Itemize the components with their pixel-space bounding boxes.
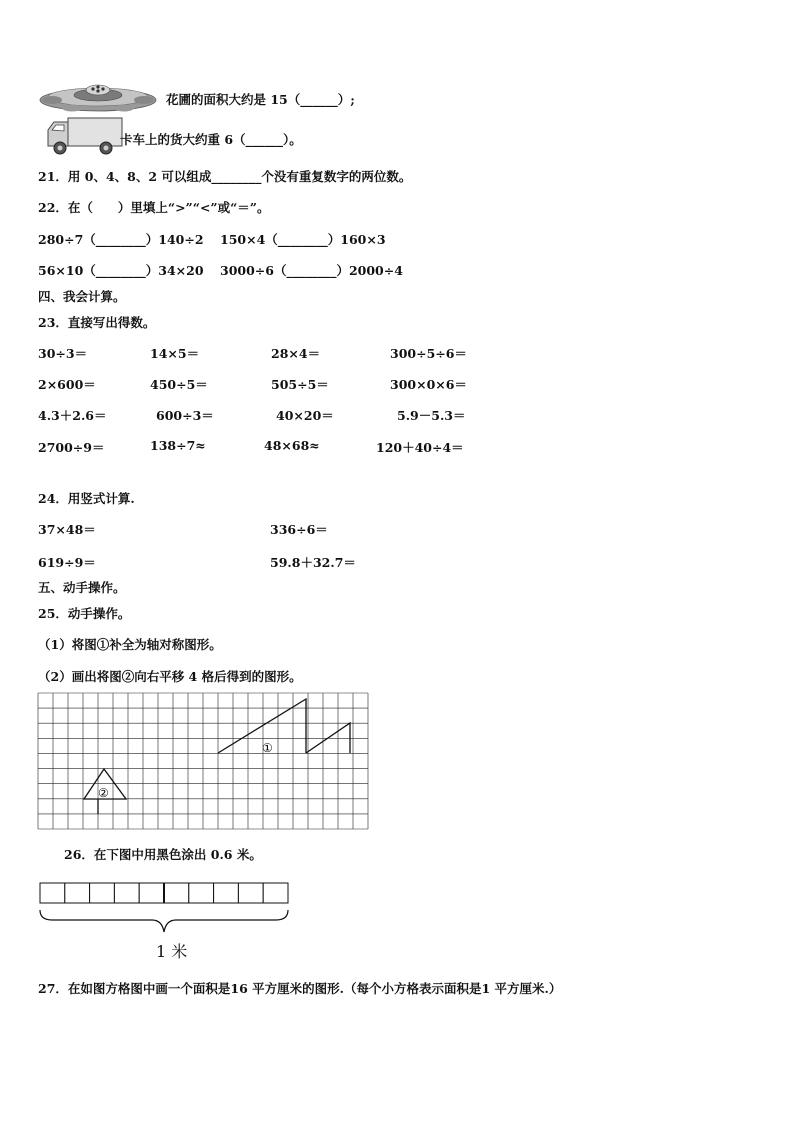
strip-segment[interactable] (65, 883, 90, 903)
drawing-grid[interactable] (38, 693, 368, 829)
question-26-title: 26．在下图中用黑色涂出 0.6 米。 (64, 847, 262, 862)
strip-segment[interactable] (139, 883, 164, 903)
mental-math-item: 30÷3＝ (38, 346, 88, 361)
mental-math-item: 2×600＝ (38, 377, 96, 392)
section-5-heading: 五、动手操作。 (38, 580, 126, 595)
strip-segment[interactable] (40, 883, 65, 903)
section-4-heading: 四、我会计算。 (38, 289, 126, 304)
flower-garden-image (38, 78, 158, 114)
mental-math-item: 120＋40÷4＝ (376, 440, 464, 455)
shape-2-label: ② (98, 786, 109, 800)
mental-math-item: 28×4＝ (271, 346, 321, 361)
meter-strip[interactable] (38, 882, 292, 942)
question-23-title: 23．直接写出得数。 (38, 315, 156, 330)
question-21: 21．用 0、4、8、2 可以组成________个没有重复数字的两位数。 (38, 169, 412, 184)
mental-math-item: 505÷5＝ (271, 377, 329, 392)
question-27: 27．在如图方格图中画一个面积是16 平方厘米的图形.（每个小方格表示面积是1 平方厘米.） (38, 981, 562, 996)
truck-image (46, 116, 124, 156)
question-25-part-1: （1）将图①补全为轴对称图形。 (38, 637, 222, 652)
vertical-calc-item: 37×48＝ (38, 522, 96, 537)
strip-segment[interactable] (90, 883, 115, 903)
question-25-title: 25．动手操作。 (38, 606, 131, 621)
mental-math-item: 5.9－5.3＝ (397, 408, 466, 423)
strip-segment[interactable] (114, 883, 139, 903)
question-22-item: 150×4（________）160×3 (220, 232, 386, 247)
mental-math-item: 450÷5＝ (150, 377, 208, 392)
vertical-calc-item: 336÷6＝ (270, 522, 328, 537)
mental-math-item: 4.3＋2.6＝ (38, 408, 107, 423)
question-22-item: 280÷7（________）140÷2 (38, 232, 204, 247)
shape-1-reference (306, 723, 350, 753)
mental-math-item: 600÷3＝ (156, 408, 214, 423)
meter-label: 1 米 (156, 942, 188, 961)
mental-math-item: 40×20＝ (276, 408, 334, 423)
brace (40, 910, 288, 932)
question-22-item: 56×10（________）34×20 (38, 263, 204, 278)
strip-segment[interactable] (214, 883, 239, 903)
question-25-part-2: （2）画出将图②向右平移 4 格后得到的图形。 (38, 669, 302, 684)
mental-math-item: 300÷5÷6＝ (390, 346, 467, 361)
mental-math-item: 48×68≈ (264, 438, 320, 453)
strip-segment[interactable] (189, 883, 214, 903)
vertical-calc-item: 59.8＋32.7＝ (270, 555, 356, 570)
question-22-title: 22．在（ ）里填上“>”“<”或“＝”。 (38, 200, 270, 215)
shape-1-label: ① (262, 741, 273, 755)
flower-garden-question: 花圃的面积大约是 15（______）; (166, 92, 355, 107)
mental-math-item: 138÷7≈ (150, 438, 206, 453)
vertical-calc-item: 619÷9＝ (38, 555, 96, 570)
strip-segment[interactable] (164, 883, 189, 903)
mental-math-item: 2700÷9＝ (38, 440, 105, 455)
mental-math-item: 14×5＝ (150, 346, 200, 361)
question-22-item: 3000÷6（________）2000÷4 (220, 263, 403, 278)
mental-math-item: 300×0×6＝ (390, 377, 467, 392)
strip-segment[interactable] (263, 883, 288, 903)
question-24-title: 24．用竖式计算. (38, 491, 135, 506)
strip-segment[interactable] (238, 883, 263, 903)
truck-question: 卡车上的货大约重 6（______）。 (120, 132, 302, 147)
